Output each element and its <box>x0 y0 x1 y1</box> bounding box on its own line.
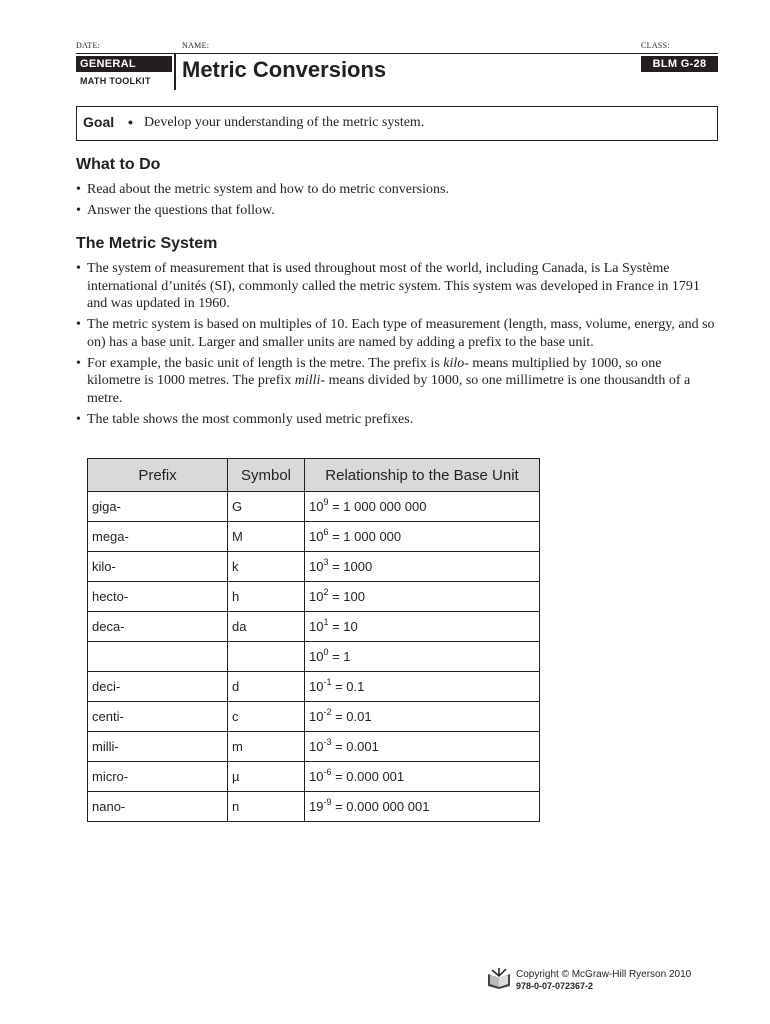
metric-system-heading: The Metric System <box>76 235 218 252</box>
list-item: • Answer the questions that follow. <box>76 202 718 220</box>
list-item: • For example, the basic unit of length is the metre. The prefix is kilo- means multiplied by 1000, so one kilometre is 1000 metres. The prefix milli- means divided by 1000, so one millimetre is one thousandth of a metre. <box>76 355 718 408</box>
table-row: mega- M $10^6 = 1$ 000 000 <box>88 522 540 552</box>
table-row: giga- G $10^9 = 1$ 000 000 000 <box>88 492 540 522</box>
table-row: centi- c $10^{-2} = 0.01$ <box>88 702 540 732</box>
relationship-header: Relationship to the Base Unit <box>305 459 540 492</box>
list-item: • Read about the metric system and how to do metric conversions. <box>76 181 718 199</box>
goal-label: Goal <box>83 114 115 130</box>
blm-code-badge: BLM G-28 <box>641 56 718 72</box>
isbn-text: 978-0-07-072367-2 <box>516 981 594 991</box>
symbol-header: Symbol <box>228 459 305 492</box>
name-label: NAME: <box>182 41 210 50</box>
milli-term: milli- <box>294 373 326 388</box>
table-row: $10^0 = 1$ <box>88 642 540 672</box>
goal-bullet: • <box>128 114 133 130</box>
metric-system-list <box>76 260 718 432</box>
table-header-row <box>88 459 540 492</box>
goal-text: Develop your understanding of the metric system. <box>144 115 425 130</box>
list-item: • The metric system is based on multiples of 10. Each type of measurement (length, mass, volume, energy, and so on) has a base unit. Larger and smaller units are named by adding a prefix to the base unit. <box>76 316 718 351</box>
page-title: Metric Conversions <box>182 57 387 82</box>
table-row: micro- µ $10^{-6} = 0.000$ 001 <box>88 762 540 792</box>
prefix-table <box>87 458 540 822</box>
table-row: hecto- h $10^2 = 100$ <box>88 582 540 612</box>
series-badge: GENERAL <box>76 56 172 72</box>
open-book-icon <box>486 966 512 990</box>
class-label: CLASS: <box>641 41 670 50</box>
table-row: kilo- k $10^3 = 1000$ <box>88 552 540 582</box>
prefix-header: Prefix <box>88 459 228 492</box>
date-label: DATE: <box>76 41 101 50</box>
what-to-do-heading: What to Do <box>76 156 161 173</box>
what-to-do-list <box>76 181 718 223</box>
list-item: • The table shows the most commonly used metric prefixes. <box>76 411 718 429</box>
subseries-label: MATH TOOLKIT <box>80 76 151 86</box>
table-row: deca- da $10^1 = 10$ <box>88 612 540 642</box>
kilo-term: kilo- <box>443 355 469 371</box>
copyright-text: Copyright © McGraw-Hill Ryerson 2010 <box>516 969 692 980</box>
header-divider <box>174 54 176 90</box>
table-row: deci- d $10^{-1} = 0.1$ <box>88 672 540 702</box>
header-rule <box>76 53 718 54</box>
list-item: • The system of measurement that is used throughout most of the world, including Canada, is La Système international d’unités (SI), commonly called the metric system. This system was developed in France in 1791 and was updated in 1960. <box>76 260 718 313</box>
table-row: nano- n $19^{-9} = 0.000$ 000 001 <box>88 792 540 822</box>
table-row: milli- m $10^{-3} = 0.001$ <box>88 732 540 762</box>
